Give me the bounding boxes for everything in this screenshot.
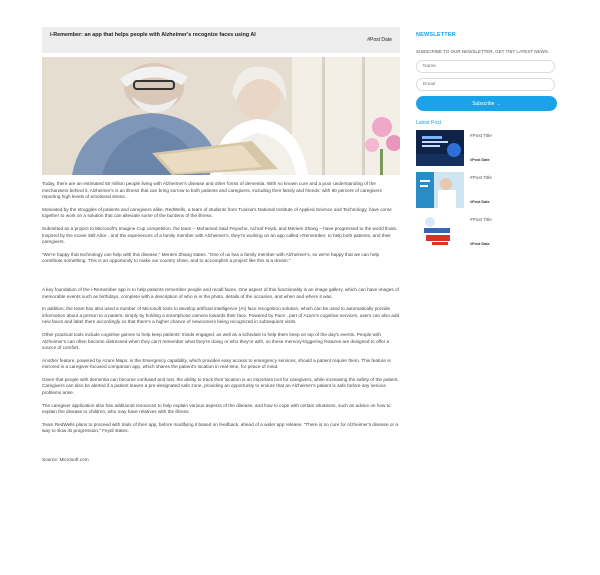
hero-photo-illustration xyxy=(42,57,400,175)
subscribe-button[interactable]: Subscribe → xyxy=(416,96,557,111)
article-paragraph: “We're happy that technology can help with this disease,” Meriem Zhang states. “One of us has a family member with Alzheimer's, so we're happy that we can help contribute something. This is an opportunity to make our country shine, and to accomplish a project like this is a dream.” xyxy=(42,251,380,264)
article-paragraph: In addition, the team has also used a number of Microsoft tools to develop artificial intelligence (AI) face recognition solution, which can be used to automatically provide information about a person to a patient, simply by holding a smartphone camera towards their face. Powered by Face , part of Azure's cognitive services, users can also add new faces and label them accordingly so that there's a higher chance of newcomers being recognized in subsequent visits. xyxy=(42,306,400,325)
article-title: i-Remember: an app that helps people with Alzheimer's recognize faces using AI xyxy=(50,32,256,38)
article-paragraph: Another feature, powered by Azure Maps, is the Emergency capability, which provides easy access to emergency services, should a patient require them. This feature is mirrored is a caregiver-focused companion app, which shares the patient's location in real-time, for peace of mind. xyxy=(42,357,391,370)
sidebar xyxy=(416,32,558,252)
article-post-date: #Post Date xyxy=(367,37,392,43)
latest-posts-heading: Latest Post xyxy=(416,120,442,126)
article-paragraph: Submitted as a project to Microsoft's Imagine Cup competition, the team – Mohamed Said Feyache, Achraf Feydi, and Meriem Zhang – have progressed to the world finals. Inspired by the movie Still Alice , and the experiences of a family member with Alzheimer's, they're working on an app called i-Remember, to help both patients, and their caregivers. xyxy=(42,225,398,245)
newsletter-name-input[interactable] xyxy=(416,60,555,73)
article-paragraph: Motivated by the struggles of patients and caregivers alike, RedWells, a team of students from Tunisia's National Institute of Applied Science and Technology, have come together to work on a solution that can alleviate some of the burdens of the illness. xyxy=(42,206,392,219)
post-thumbnail[interactable] xyxy=(416,214,464,250)
post-title[interactable]: #Post Title xyxy=(470,175,492,180)
post-date: #Post Date xyxy=(470,158,490,162)
article-source: Source: Microsoft.com xyxy=(42,457,89,463)
article-paragraph: Other practical tools include cognitive games to help keep patients' minds engaged, as well as a schedule to help them keep on top of the day's events. People with Alzheimer's can often become distressed when they can't remember what they're doing or who they're with, so these memory-triggering features are designed to offer a source of comfort. xyxy=(42,331,390,351)
article-header xyxy=(42,27,400,53)
article xyxy=(42,27,400,470)
newsletter-title: NEWSLETTER xyxy=(416,32,456,38)
post-date: #Post Date xyxy=(470,200,490,204)
post-thumbnail-image xyxy=(416,214,464,250)
post-thumbnail[interactable] xyxy=(416,130,464,166)
article-paragraph: The caregiver application also has additional resources to help explain various aspects of the disease, and how to cope with certain situations, such as advice on how to explain the disease to children, who may have relatives with the illness. xyxy=(42,402,391,415)
article-body xyxy=(42,181,400,464)
post-title[interactable]: #Post Title xyxy=(470,217,492,222)
post-date: #Post Date xyxy=(470,242,490,246)
post-title[interactable]: #Post Title xyxy=(470,133,492,138)
article-paragraph: A key foundation of the i-Remember app is to help patients remember people and recall faces. One aspect of this functionality is an image gallery, which can have images of memorable events such as birthdays, complete with a description of who is in the photo, details of the occasion, and when and where it was. xyxy=(42,286,399,299)
newsletter-email-input[interactable] xyxy=(416,78,555,91)
article-paragraph: Today, there are an estimated 50 million people living with Alzheimer's disease and other forms of dementia. With no known cure and a poor understanding of the mechanisms behind it, Alzheimer's is an illness that can bring sorrow to both patients and caregivers, including their family and friends; with 60 percent of caregivers reporting high levels of emotional stress. xyxy=(42,181,382,200)
latest-post-item[interactable] xyxy=(416,214,558,252)
post-thumbnail[interactable] xyxy=(416,172,464,208)
hero-image xyxy=(42,57,400,175)
post-thumbnail-image xyxy=(416,130,464,166)
latest-post-item[interactable] xyxy=(416,172,558,210)
latest-post-item[interactable] xyxy=(416,130,558,168)
post-thumbnail-image xyxy=(416,172,464,208)
article-paragraph: Team RedWells plans to proceed with trials of their app, before modifying it based on feedback, ahead of a wider app release. “There is no cure for Alzheimer's disease or a way to slow its progression,” Feydi states. xyxy=(42,421,398,434)
newsletter-subtitle: SUBSCRIBE TO OUR NEWSLETTER, GET IT&T LATEST NEWS. xyxy=(416,49,550,54)
article-paragraph: Given that people with dementia can become confused and lost, the ability to track their location is an important tool for caregivers, while increasing the safety of the patient. Caregivers can also be alerted if a patient leaves a pre-designated safe zone, providing an opportunity to ensure that an Alzheimer's patient is safe before any serious problems arise. xyxy=(42,376,399,396)
